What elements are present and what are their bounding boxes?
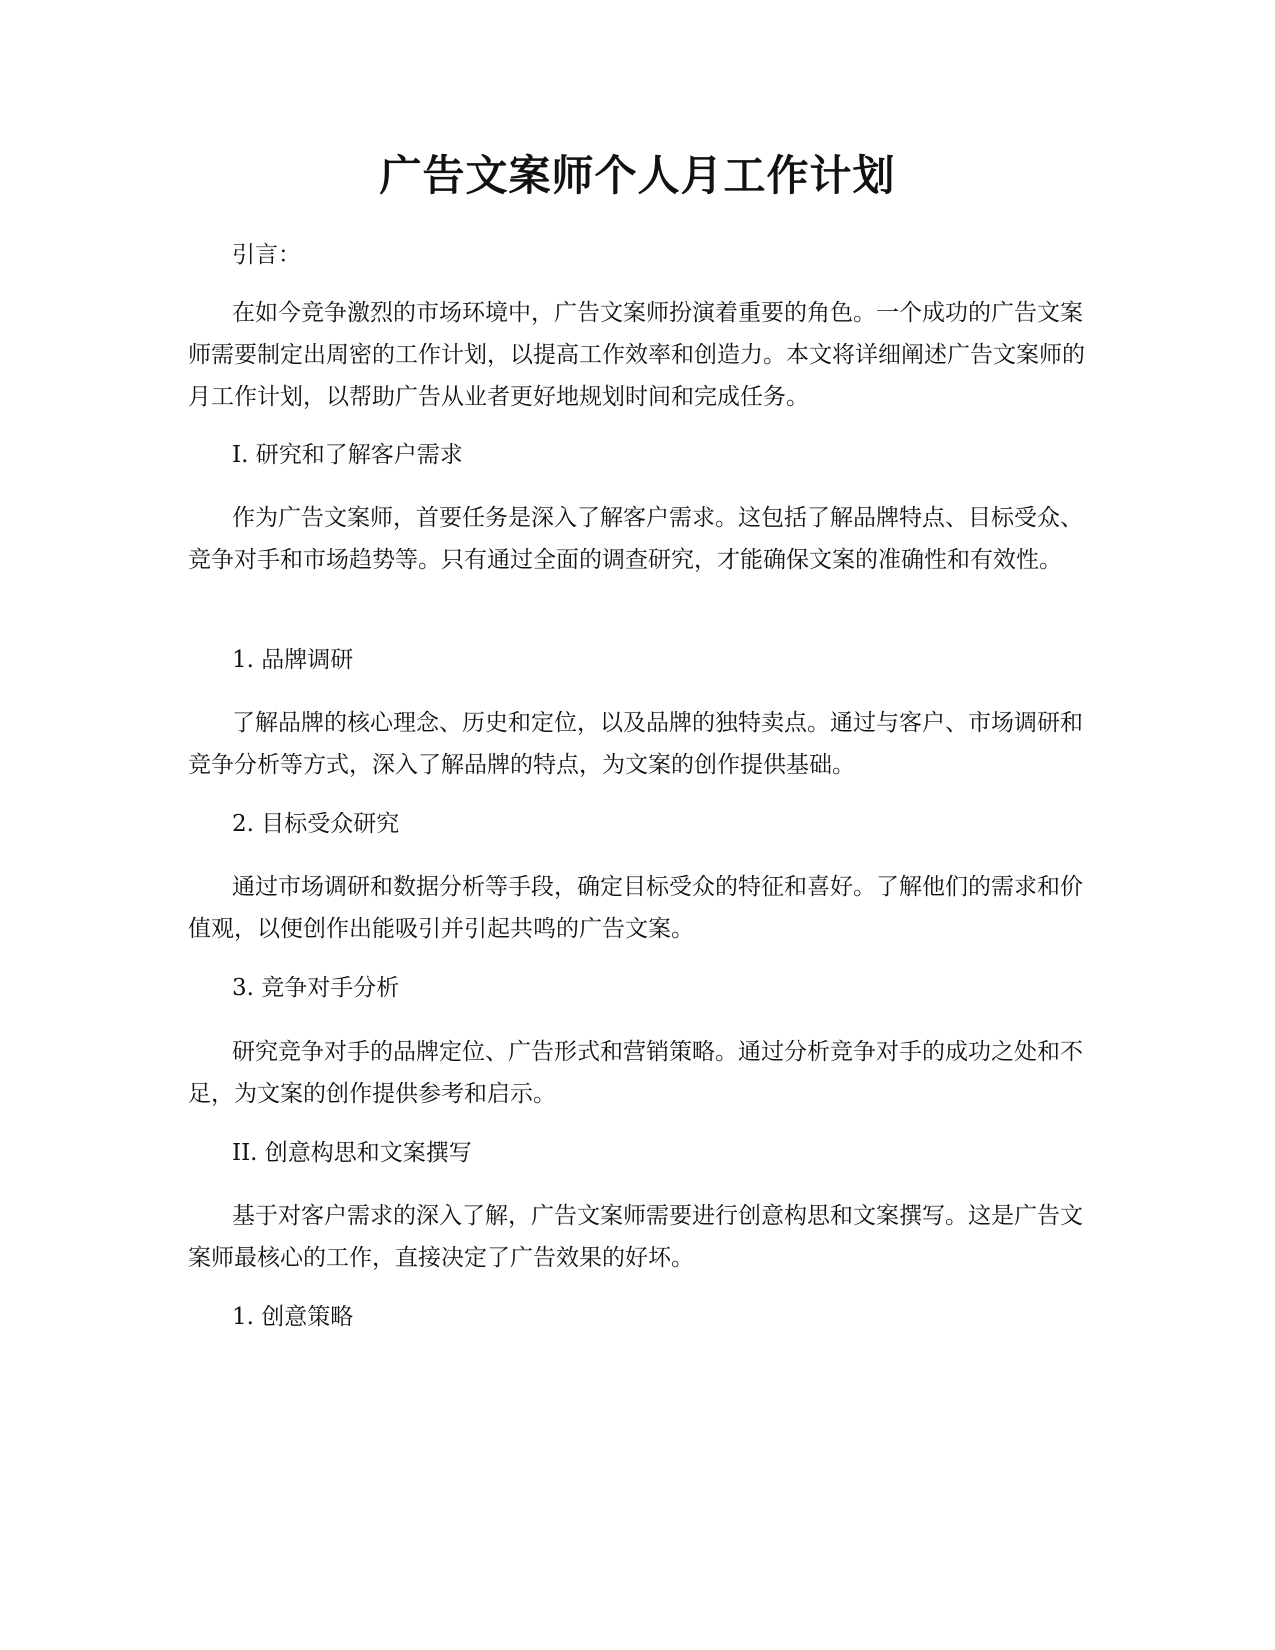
section-heading-1: I. 研究和了解客户需求 [232, 442, 463, 468]
competitor-analysis-paragraph: 研究竞争对手的品牌定位、广告形式和营销策略。通过分析竞争对手的成功之处和不足，为文案的创作提供参考和启示。 [188, 1039, 1083, 1107]
document-title: 广告文案师个人月工作计划 [379, 151, 896, 200]
intro-paragraph: 在如今竞争激烈的市场环境中，广告文案师扮演着重要的角色。一个成功的广告文案师需要制定出周密的工作计划，以提高工作效率和创造力。本文将详细阐述广告文案师的月工作计划，以帮助广告从业者更好地规划时间和完成任务。 [188, 300, 1085, 410]
intro-label: 引言： [232, 242, 301, 268]
subheading-creative-strategy: 1. 创意策略 [232, 1304, 354, 1330]
audience-research-paragraph: 通过市场调研和数据分析等手段，确定目标受众的特征和喜好。了解他们的需求和价值观，以便创作出能吸引并引起共鸣的广告文案。 [188, 874, 1083, 942]
subheading-audience-research: 2. 目标受众研究 [232, 811, 400, 837]
subheading-brand-research: 1. 品牌调研 [232, 647, 354, 673]
section-1-paragraph: 作为广告文案师，首要任务是深入了解客户需求。这包括了解品牌特点、目标受众、竞争对手和市场趋势等。只有通过全面的调查研究，才能确保文案的准确性和有效性。 [188, 505, 1083, 573]
section-2-paragraph: 基于对客户需求的深入了解，广告文案师需要进行创意构思和文案撰写。这是广告文案师最核心的工作，直接决定了广告效果的好坏。 [188, 1203, 1083, 1271]
section-heading-2: II. 创意构思和文案撰写 [232, 1140, 472, 1166]
subheading-competitor-analysis: 3. 竞争对手分析 [232, 975, 400, 1001]
brand-research-paragraph: 了解品牌的核心理念、历史和定位，以及品牌的独特卖点。通过与客户、市场调研和竞争分析等方式，深入了解品牌的特点，为文案的创作提供基础。 [188, 710, 1083, 778]
